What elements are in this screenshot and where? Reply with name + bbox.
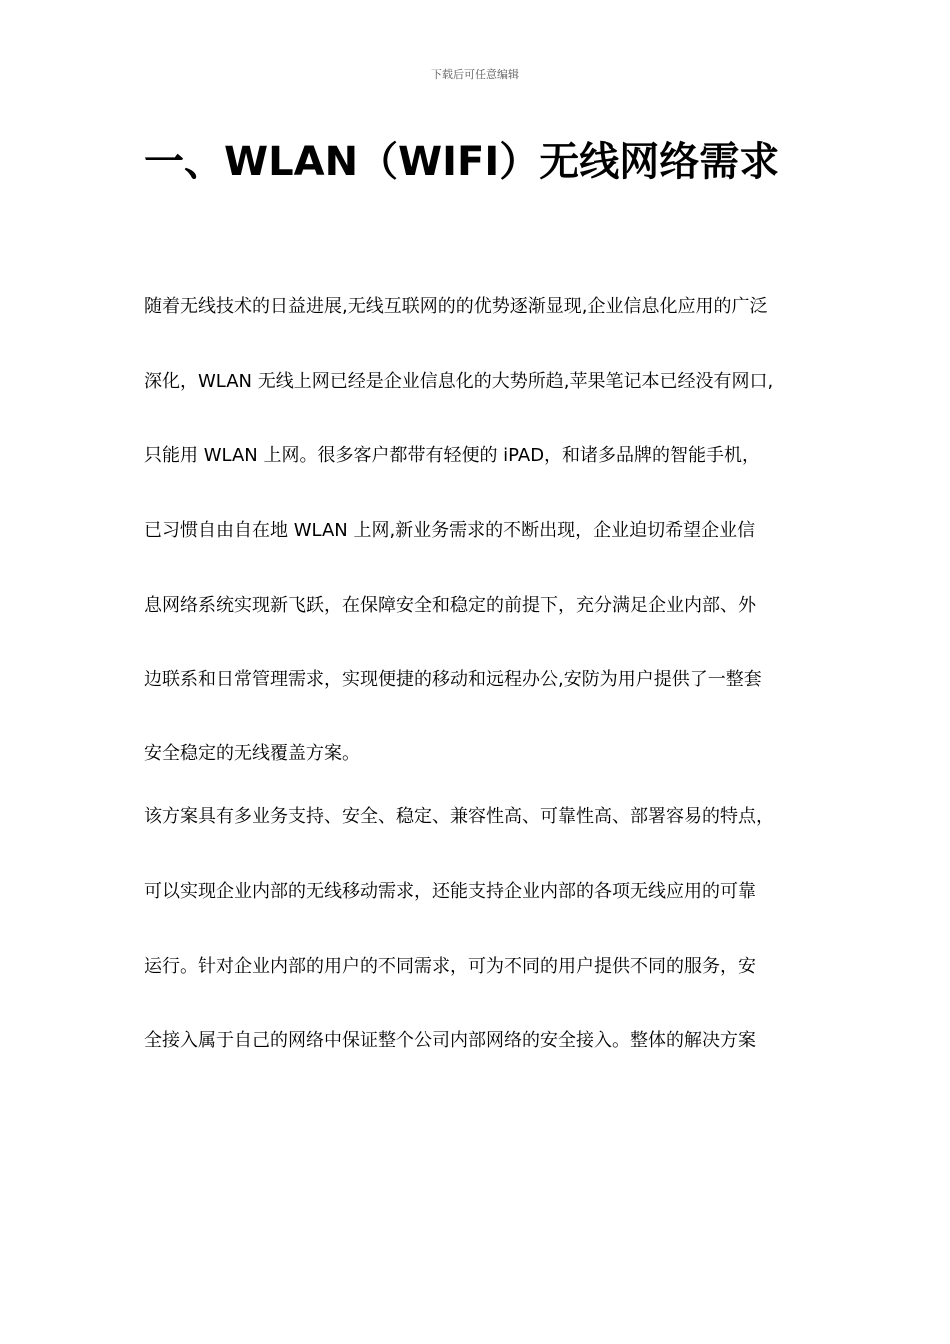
header-note: 下载后可任意编辑 <box>431 68 519 81</box>
paragraph-line: 可以实现企业内部的无线移动需求，还能支持企业内部的各项无线应用的可靠 <box>144 881 756 902</box>
paragraph-line: 已习惯自由自在地 WLAN 上网,新业务需求的不断出现，企业迫切希望企业信 <box>144 520 756 541</box>
paragraph-line: 只能用 WLAN 上网。很多客户都带有轻便的 iPAD，和诸多品牌的智能手机， <box>144 445 761 466</box>
paragraph-line: 深化，WLAN 无线上网已经是企业信息化的大势所趋,苹果笔记本已经没有网口, <box>144 371 774 392</box>
paragraph-line: 边联系和日常管理需求，实现便捷的移动和远程办公,安防为用户提供了一整套 <box>144 669 762 690</box>
paragraph-line: 运行。针对企业内部的用户的不同需求，可为不同的用户提供不同的服务，安 <box>144 956 756 977</box>
paragraph-line: 该方案具有多业务支持、安全、稳定、兼容性高、可靠性高、部署容易的特点， <box>144 806 774 827</box>
paragraph-line: 全接入属于自己的网络中保证整个公司内部网络的安全接入。整体的解决方案 <box>144 1030 756 1051</box>
page-title: 一、WLAN（WIFI）无线网络需求 <box>144 139 780 185</box>
paragraph-line: 安全稳定的无线覆盖方案。 <box>144 743 360 764</box>
paragraph-line: 随着无线技术的日益进展,无线互联网的的优势逐渐显现,企业信息化应用的广泛 <box>144 296 768 317</box>
paragraph-line: 息网络系统实现新飞跃，在保障安全和稳定的前提下，充分满足企业内部、外 <box>144 595 756 616</box>
